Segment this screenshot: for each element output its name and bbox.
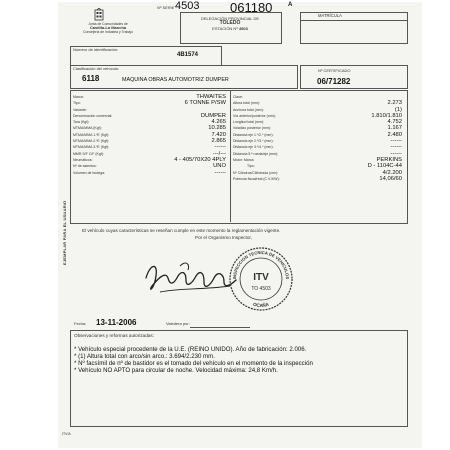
field-value: ------: [390, 138, 402, 145]
form-code: ITV/A: [62, 432, 71, 436]
field-value: ------: [390, 150, 402, 157]
coat-of-arms-icon: [94, 8, 104, 22]
left-field-values: [130, 94, 226, 176]
observation-line: * (1) Altura total con arco/sin arco.: 3.694/2.230 mm.: [74, 353, 215, 361]
field-label: MTMA/MMA 2.ºE (Kgf):: [73, 139, 110, 144]
observation-line: * Vehículo especial procedente de la U.E. (REINO UNIDO). Año de fabricación: 2.006.: [74, 346, 307, 353]
field-label: MTMA/MMA (Kgf):: [73, 126, 102, 131]
field-label: Distancia eje 2.º/3.º (mm):: [233, 139, 274, 144]
date-value: 13-11-2006: [96, 318, 137, 327]
field-value: 6 TONNE P/SW: [184, 100, 226, 107]
certificate-label: Nº CERTIFICADO: [318, 68, 351, 73]
field-value: 4 - 405/70X20 4PLY: [174, 156, 226, 163]
field-label: Tipo:: [73, 101, 81, 106]
field-label: Clase:: [233, 95, 243, 99]
field-label: Distancia eje 3.º/4.º (mm):: [233, 145, 274, 150]
inspection-stamp: [228, 246, 294, 312]
field-label: Nº Cilindros/Cilindrada (cm³):: [233, 170, 279, 175]
field-label: Denominación comercial:: [73, 113, 113, 118]
field-value: ------: [214, 144, 226, 151]
conformity-statement: El vehículo cuyas características se reseñan cumple en este momento la reglamentación vigente.: [82, 228, 281, 233]
inspector-label: Por el Organismo Inspector,: [195, 235, 252, 240]
divider: [300, 20, 407, 21]
side-copy-label: EJEMPLAR PARA EL USUARIO: [62, 200, 67, 265]
field-value: THWAITES: [196, 94, 226, 100]
field-label: Motor: Marca: [233, 157, 254, 162]
field-label: Nº de asientos:: [73, 164, 97, 169]
stamp-center-mark: ITV: [253, 272, 269, 283]
issuing-authority: Junta de Comunidades de Castilla-La Mancha Consejería de Industria y Trabajo: [83, 22, 133, 34]
stamp-location: OCAÑA: [252, 301, 270, 309]
matricula-label: MATRÍCULA: [318, 13, 342, 18]
svg-text:OCAÑA: [252, 301, 270, 308]
observation-line: * Nº facsímil de nº de bastidor es el tomado del vehículo en el momento de la inspección: [74, 360, 313, 368]
valid-until-line: [190, 327, 250, 328]
valid-until-label: Valedera por:: [166, 321, 190, 326]
right-field-values: [310, 94, 402, 182]
field-value: 10.285: [208, 125, 226, 132]
classification-code: 6118: [82, 74, 100, 83]
field-label: Neumáticos:: [73, 157, 93, 162]
field-value: PERKINS: [376, 156, 402, 163]
identification-label: Número de identificación:: [73, 47, 119, 52]
field-value: UNO: [213, 163, 226, 170]
field-label: Vía anterior/posterior (mm):: [233, 113, 276, 118]
left-field-labels: [73, 94, 112, 176]
matricula-box: [300, 12, 408, 44]
serie-number: 061180: [230, 0, 273, 15]
classification-label: Clasificación del vehículo:: [73, 66, 120, 71]
field-value: D - 1104C-44: [367, 163, 402, 170]
field-label: MTMA/MMA 3.ºE (Kgf):: [73, 145, 110, 150]
field-value: ------: [390, 144, 402, 151]
field-label: Tara (Kgf):: [73, 120, 90, 125]
observations-list: [74, 346, 414, 374]
field-value: 1.810/1.810: [371, 112, 402, 119]
field-label: Volumen de bodega:: [73, 170, 106, 175]
stamp-station-number: TO 4503: [251, 286, 271, 292]
field-label: Marca:: [73, 95, 84, 99]
delegation-info: DELEGACIÓN PROVINCIAL DE TOLEDO ESTACIÓN Nº 4503: [200, 16, 260, 31]
serie-prefix: 4503: [175, 0, 200, 12]
field-value: 2.865: [211, 138, 226, 145]
field-value: 1.167: [387, 125, 402, 132]
identification-number: 4B1574: [177, 52, 199, 58]
field-label: Variante:: [73, 107, 87, 112]
serie-label: Nº SERIE: [157, 5, 175, 10]
field-value: ------: [214, 169, 226, 176]
field-label: Longitud total (mm):: [233, 120, 265, 125]
field-value: 4/2.200: [382, 169, 402, 176]
field-label: Voladizo posterior (mm):: [233, 126, 271, 131]
certificate-number: 06/71282: [317, 77, 351, 86]
classification-description: MAQUINA OBRAS AUTOMOTRIZ DUMPER: [122, 77, 229, 83]
field-label: Tipo:: [247, 164, 255, 169]
field-label: Anchura total (mm):: [233, 107, 264, 112]
observations-box: [70, 330, 408, 427]
observation-line: * Vehículo NO APTO para circular de noche. Velocidad máxima: 24,8 Km/h.: [74, 367, 278, 375]
field-label: Altura total (mm):: [233, 101, 260, 106]
field-label: MTMA/MMA 1.ºE (Kgf):: [73, 132, 110, 137]
field-label: Distancia eje 1.º/2.º (mm):: [233, 132, 274, 137]
serie-letter: A: [288, 2, 293, 8]
field-value: 4.265: [211, 119, 226, 126]
observations-label: Observaciones y reformas autorizadas:: [74, 333, 154, 338]
field-label: Distancia 5.ª rueda/eje (mm):: [233, 151, 279, 156]
field-value: 4.752: [387, 119, 402, 126]
field-label: MMR S/F C/F (Kgf):: [73, 151, 104, 156]
field-value: 7.420: [211, 131, 226, 138]
stamp-ring-text: INSPECCION TECNICA DE VEHICULOS: [231, 249, 291, 280]
field-label: Potencia fiscal/real (C.V./KW):: [233, 176, 280, 181]
field-value: DUMPER: [200, 112, 226, 119]
right-field-labels: [233, 94, 280, 182]
field-value: ---/---: [212, 150, 226, 157]
field-value: 2.480: [387, 131, 402, 138]
column-divider: [230, 91, 231, 222]
field-value: 2.273: [387, 100, 402, 107]
field-value: (1): [394, 106, 402, 113]
field-value: 14,06/60: [379, 175, 402, 182]
date-label: Fecha:: [74, 321, 87, 326]
